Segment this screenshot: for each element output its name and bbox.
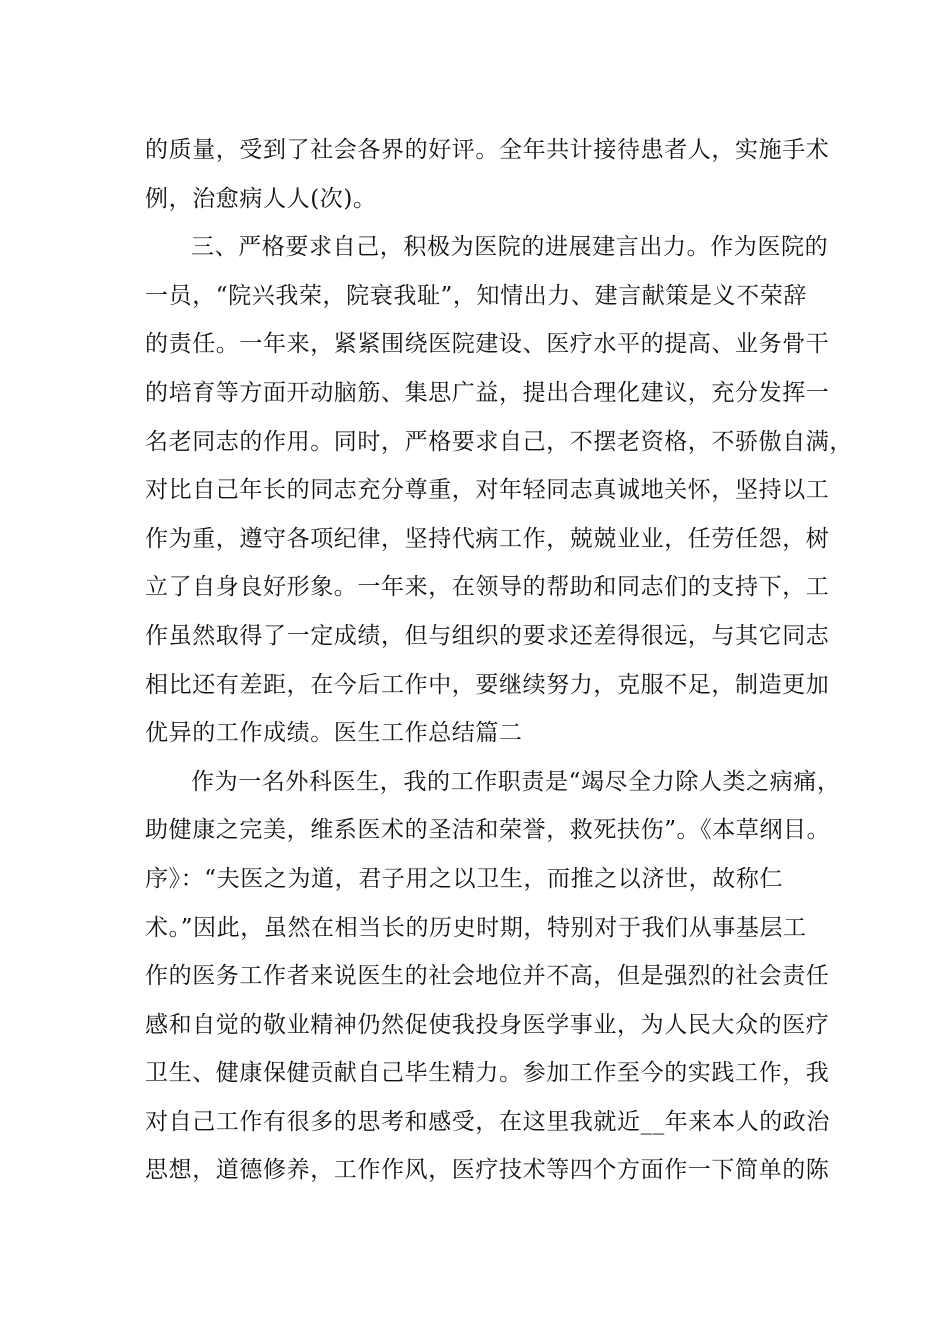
text-line: 优异的工作成绩。医生工作总结篇二 <box>145 720 523 747</box>
text-line: 相比还有差距，在今后工作中，要继续努力，克服不足，制造更加 <box>145 671 830 698</box>
text-line: 的质量，受到了社会各界的好评。全年共计接待患者人，实施手术 <box>145 137 830 163</box>
text-line: 作虽然取得了一定成绩，但与组织的要求还差得很远，与其它同志 <box>145 622 830 649</box>
text-line: 作的医务工作者来说医生的社会地位并不高，但是强烈的社会责任 <box>145 963 830 990</box>
text-line: 的责任。一年来，紧紧围绕医院建设、医疗水平的提高、业务骨干 <box>145 331 830 358</box>
text-line: 一员，“院兴我荣，院衰我耻”，知情出力、建言献策是义不荣辞 <box>145 282 807 309</box>
text-line: 作为重，遵守各项纪律，坚持代病工作，兢兢业业，任劳任怨，树 <box>145 525 830 552</box>
text-line: 立了自身良好形象。一年来，在领导的帮助和同志们的支持下，工 <box>145 574 830 601</box>
text-line: 对比自己年长的同志充分尊重，对年轻同志真诚地关怀，坚持以工 <box>145 477 830 504</box>
text-line: 例，治愈病人人(次)。 <box>145 185 377 212</box>
text-line: 序》：“夫医之为道，君子用之以卫生，而推之以济世，故称仁 <box>145 865 784 892</box>
text-line: 思想，道德修养，工作作风，医疗技术等四个方面作一下简单的陈 <box>145 1157 830 1184</box>
body-text <box>145 126 853 1195</box>
text-line: 助健康之完美，维系医术的圣洁和荣誉，救死扶伤”。《本草纲目。 <box>145 817 831 844</box>
text-line: 卫生、健康保健贡献自己毕生精力。参加工作至今的实践工作，我 <box>145 1060 830 1087</box>
text-line: 的培育等方面开动脑筋、集思广益，提出合理化建议，充分发挥一 <box>145 379 830 406</box>
text-line: 感和自觉的敬业精神仍然促使我投身医学事业，为人民大众的医疗 <box>145 1011 830 1038</box>
text-line: 名老同志的作用。同时，严格要求自己，不摆老资格，不骄傲自满， <box>145 428 853 455</box>
text-line: 术。”因此，虽然在相当长的历史时期，特别对于我们从事基层工 <box>145 914 807 941</box>
paragraph-start-line: 作为一名外科医生，我的工作职责是“竭尽全力除人类之病痛， <box>191 768 841 795</box>
section-three-heading-line: 三、严格要求自己，积极为医院的进展建言出力。作为医院的 <box>191 234 829 261</box>
text-line: 对自己工作有很多的思考和感受，在这里我就近__年来本人的政治 <box>145 1108 830 1135</box>
